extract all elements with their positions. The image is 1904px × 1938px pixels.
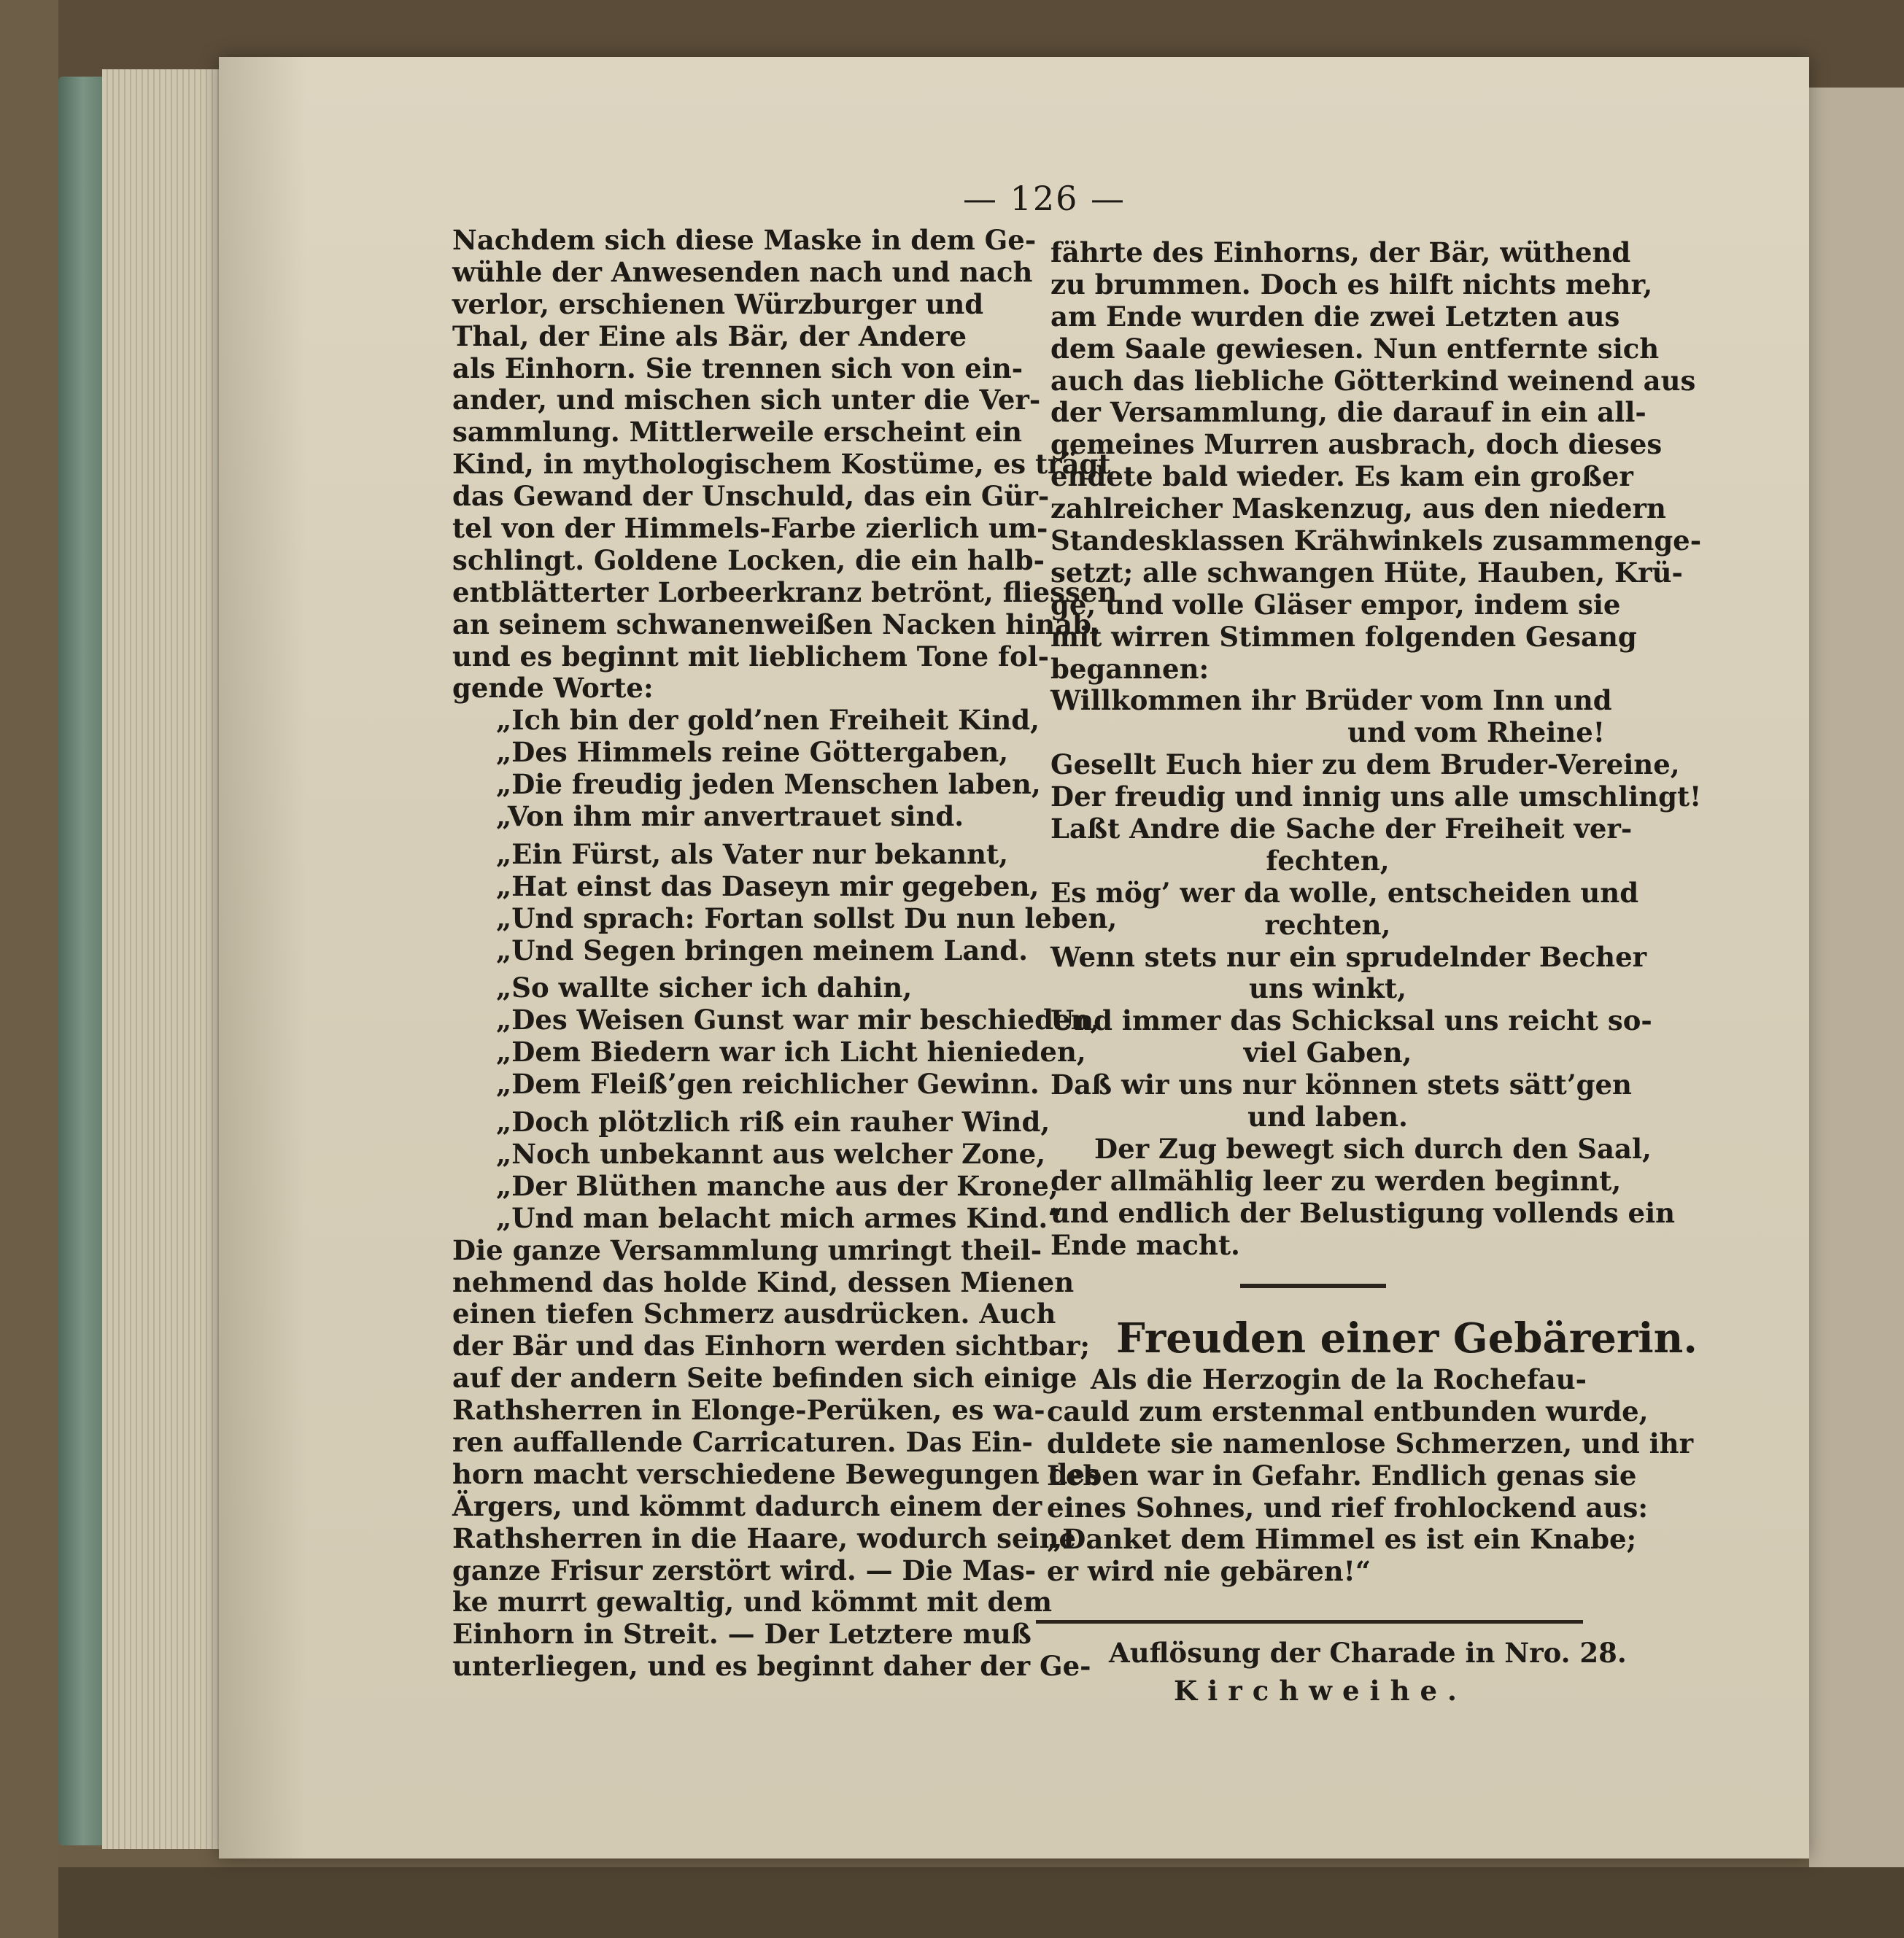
- text-line: sammlung. Mittlerweile erscheint ein: [452, 416, 1023, 449]
- section-heading: Freuden einer Gebärerin.: [1116, 1314, 1698, 1363]
- scan-background-bottom: [0, 1867, 1904, 1938]
- text-line: und es beginnt mit lieblichem Tone fol-: [452, 640, 1050, 673]
- text-line: Thal, der Eine als Bär, der Andere: [452, 319, 967, 352]
- text-line: Einhorn in Streit. — Der Letztere muß: [452, 1618, 1032, 1651]
- text-line: Ende macht.: [1050, 1228, 1240, 1261]
- text-line: ren auffallende Carricaturen. Das Ein-: [452, 1425, 1033, 1458]
- text-line: cauld zum erstenmal entbunden wurde,: [1047, 1395, 1649, 1427]
- poem-line: „Dem Fleiß’gen reichlicher Gewinn.: [496, 1068, 1040, 1101]
- poem-line: „Noch unbekannt aus welcher Zone,: [496, 1137, 1046, 1170]
- song-line: Und immer das Schicksal uns reicht so-: [1050, 1004, 1652, 1037]
- text-line: zu brummen. Doch es hilft nichts mehr,: [1050, 268, 1653, 301]
- text-line: ge, und volle Gläser empor, indem sie: [1050, 588, 1621, 621]
- text-line: an seinem schwanenweißen Nacken hinab,: [452, 608, 1101, 640]
- text-line: Der Zug bewegt sich durch den Saal,: [1094, 1132, 1652, 1165]
- text-line: gemeines Murren ausbrach, doch dieses: [1050, 428, 1663, 461]
- text-line: begannen:: [1050, 652, 1210, 685]
- poem-line: „Und sprach: Fortan sollst Du nun leben,: [496, 902, 1118, 934]
- text-line: das Gewand der Unschuld, das ein Gür-: [452, 480, 1050, 513]
- text-line: Kind, in mythologischem Kostüme, es trägt: [452, 448, 1111, 481]
- section-divider-long: [1036, 1620, 1583, 1624]
- text-line: als Einhorn. Sie trennen sich von ein-: [452, 352, 1023, 384]
- poem-line: „Hat einst das Daseyn mir gegeben,: [496, 869, 1040, 902]
- text-line: Die ganze Versammlung umringt theil-: [452, 1233, 1042, 1266]
- song-line: Daß wir uns nur können stets sätt’gen: [1050, 1069, 1632, 1101]
- poem-line: „Der Blüthen manche aus der Krone,: [496, 1169, 1059, 1202]
- page-stack-edge: [102, 69, 226, 1849]
- poem-line: „Und Segen bringen meinem Land.: [496, 934, 1029, 966]
- text-line: horn macht verschiedene Bewegungen des: [452, 1457, 1100, 1490]
- poem-line: „Und man belacht mich armes Kind.“: [496, 1201, 1064, 1234]
- text-line: entblätterter Lorbeerkranz betrönt, fliessen: [452, 575, 1118, 608]
- charade-caption: Auflösung der Charade in Nro. 28.: [1109, 1637, 1627, 1669]
- text-line: er wird nie gebären!“: [1047, 1555, 1371, 1588]
- page-gutter-shadow: [219, 57, 306, 1858]
- text-line: Rathsherren in Elonge-Perüken, es wa-: [452, 1394, 1045, 1427]
- text-line: mit wirren Stimmen folgenden Gesang: [1050, 620, 1637, 653]
- poem-line: „Ich bin der gold’nen Freiheit Kind,: [496, 704, 1040, 737]
- text-line: verlor, erschienen Würzburger und: [452, 287, 984, 320]
- text-line: unterliegen, und es beginnt daher der Ge-: [452, 1650, 1091, 1683]
- charade-answer: Kirchweihe.: [1174, 1675, 1467, 1707]
- text-line: endete bald wieder. Es kam ein großer: [1050, 460, 1633, 493]
- charade-solution: [1065, 1637, 1627, 1713]
- poem-line: „Doch plötzlich riß ein rauher Wind,: [496, 1106, 1050, 1139]
- poem-line: „Ein Fürst, als Vater nur bekannt,: [496, 837, 1009, 870]
- song-line: fechten,: [1266, 844, 1390, 877]
- text-line: setzt; alle schwangen Hüte, Hauben, Krü-: [1050, 556, 1683, 589]
- text-line: wühle der Anwesenden nach und nach: [452, 255, 1033, 288]
- text-line: duldete sie namenlose Schmerzen, und ihr: [1047, 1427, 1694, 1460]
- page-number: — 126 —: [963, 179, 1126, 218]
- text-line: eines Sohnes, und rief frohlockend aus:: [1047, 1491, 1648, 1524]
- song-line: Der freudig und innig uns alle umschlingt!: [1050, 780, 1702, 813]
- text-line: auf der andern Seite befinden sich einige: [452, 1362, 1077, 1395]
- poem-line: „So wallte sicher ich dahin,: [496, 972, 913, 1004]
- poem-line: „Des Himmels reine Göttergaben,: [496, 736, 1009, 769]
- text-line: Nachdem sich diese Maske in dem Ge-: [452, 224, 1037, 256]
- song-line: Laßt Andre die Sache der Freiheit ver-: [1050, 813, 1633, 845]
- text-line: Leben war in Gefahr. Endlich genas sie: [1047, 1459, 1637, 1492]
- text-line: der allmählig leer zu werden beginnt,: [1050, 1164, 1622, 1197]
- song-line: Wenn stets nur ein sprudelnder Becher: [1050, 940, 1647, 973]
- text-line: der Versammlung, die darauf in ein all-: [1050, 396, 1646, 429]
- text-line: der Bär und das Einhorn werden sichtbar;: [452, 1330, 1091, 1363]
- song-line: rechten,: [1264, 908, 1391, 941]
- poem-line: „Dem Biedern war ich Licht hienieden,: [496, 1036, 1086, 1069]
- text-line: Als die Herzogin de la Rochefau-: [1091, 1363, 1587, 1395]
- section-body: [1047, 1363, 1694, 1588]
- text-line: und endlich der Belustigung vollends ein: [1050, 1196, 1676, 1229]
- right-column: [1050, 236, 1702, 1262]
- text-line: am Ende wurden die zwei Letzten aus: [1050, 300, 1620, 333]
- left-background: [0, 0, 58, 1938]
- song-line: Es mög’ wer da wolle, entscheiden und: [1050, 876, 1639, 909]
- text-line: ke murrt gewaltig, und kömmt mit dem: [452, 1586, 1053, 1619]
- song-line: und laben.: [1247, 1101, 1408, 1133]
- text-line: auch das liebliche Götterkind weinend aus: [1050, 364, 1696, 397]
- song-line: Gesellt Euch hier zu dem Bruder-Vereine,: [1050, 748, 1680, 781]
- next-page-edge: [1809, 88, 1904, 1867]
- text-line: dem Saale gewiesen. Nun entfernte sich: [1050, 332, 1660, 365]
- text-line: tel von der Himmels-Farbe zierlich um-: [452, 512, 1048, 545]
- text-line: einen tiefen Schmerz ausdrücken. Auch: [452, 1298, 1056, 1330]
- text-line: nehmend das holde Kind, dessen Mienen: [452, 1265, 1075, 1298]
- section-divider-short: [1240, 1284, 1386, 1288]
- poem-line: „Von ihm mir anvertrauet sind.: [496, 800, 964, 833]
- song-line: viel Gaben,: [1243, 1036, 1412, 1069]
- text-line: „Danket dem Himmel es ist ein Knabe;: [1047, 1523, 1637, 1556]
- text-line: Ärgers, und kömmt dadurch einem der: [452, 1489, 1042, 1522]
- text-line: fährte des Einhorns, der Bär, wüthend: [1050, 236, 1631, 268]
- song-line: und vom Rheine!: [1347, 716, 1605, 749]
- text-line: gende Worte:: [452, 672, 654, 705]
- song-line: Willkommen ihr Brüder vom Inn und: [1050, 684, 1612, 717]
- text-line: schlingt. Goldene Locken, die ein halb-: [452, 543, 1045, 576]
- left-column: [452, 224, 1118, 1683]
- song-line: uns winkt,: [1249, 972, 1406, 1005]
- text-line: zahlreicher Maskenzug, aus den niedern: [1050, 492, 1666, 525]
- text-line: Standesklassen Krähwinkels zusammenge-: [1050, 524, 1702, 557]
- text-line: Rathsherren in die Haare, wodurch seine: [452, 1522, 1077, 1554]
- text-line: ander, und mischen sich unter die Ver-: [452, 384, 1041, 416]
- poem-line: „Des Weisen Gunst war mir beschieden,: [496, 1004, 1100, 1036]
- text-line: ganze Frisur zerstört wird. — Die Mas-: [452, 1554, 1037, 1586]
- poem-line: „Die freudig jeden Menschen laben,: [496, 768, 1041, 801]
